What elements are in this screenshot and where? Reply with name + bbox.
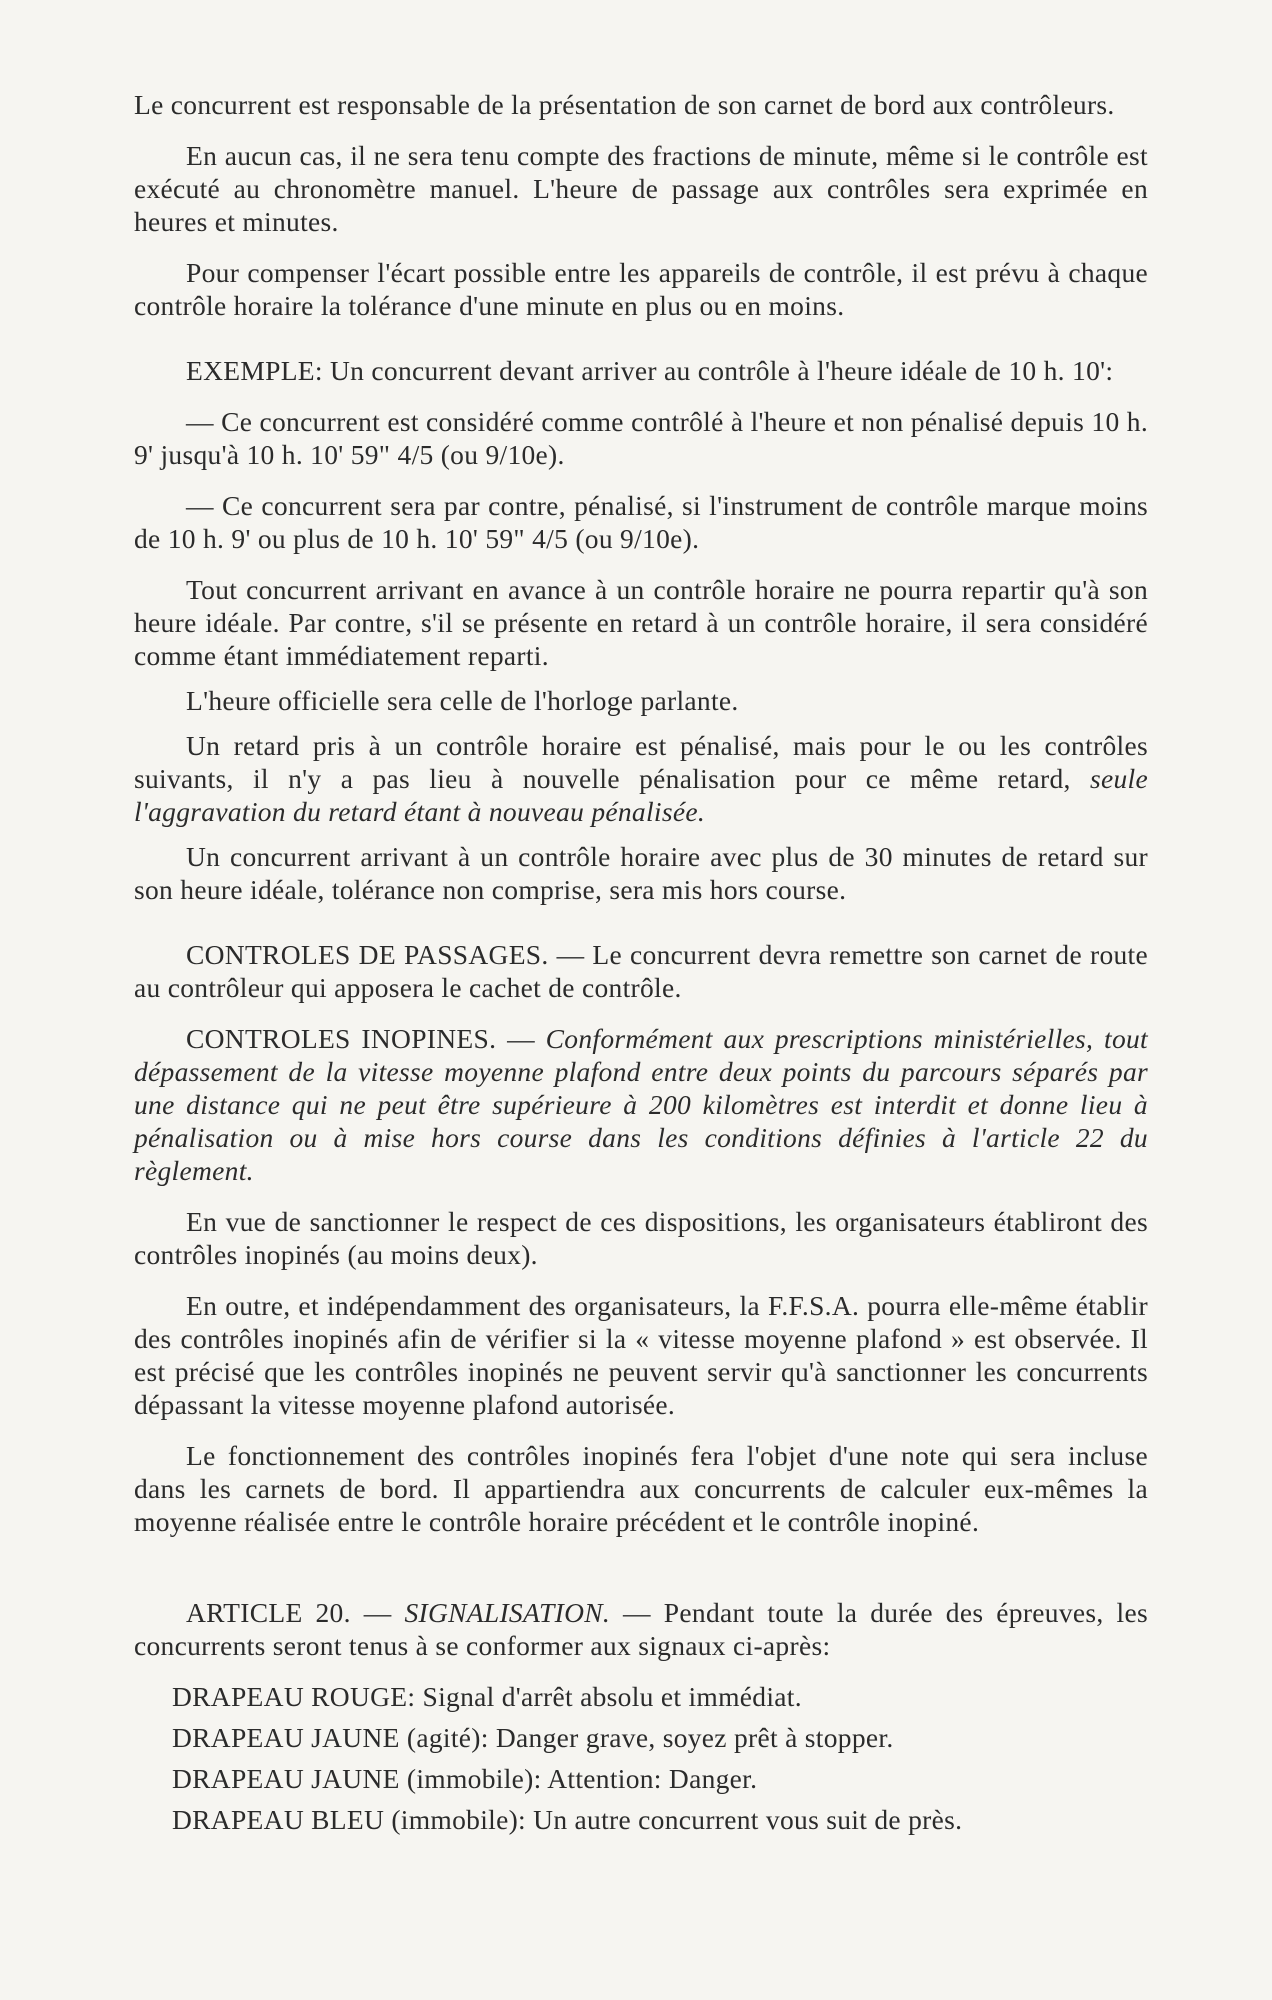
article-20-title: SIGNALISATION. [404, 1597, 611, 1628]
paragraph-fractions-minute: En aucun cas, il ne sera tenu compte des fractions de minute, même si le contrôle est exécuté au chronomètre manuel. L'heure de passage aux contrôles sera exprimée en heures et minutes. [134, 140, 1148, 237]
flag-jaune-agite: DRAPEAU JAUNE (agité): Danger grave, soyez prêt à stopper. [172, 1722, 894, 1753]
paragraph-early-late-arrival: Tout concurrent arrivant en avance à un contrôle horaire ne pourra repartir qu'à son heure idéale. Par contre, s'il se présente en retard à un contrôle horaire, il sera considéré comme étant immédiatement reparti. [134, 574, 1148, 671]
paragraph-official-time: L'heure officielle sera celle de l'horloge parlante. [186, 685, 739, 716]
delay-penalty-text: Un retard pris à un contrôle horaire est pénalisé, mais pour le ou les contrôles suivants, il n'y a pas lieu à nouvelle pénalisation pour ce même retard, [134, 730, 1148, 794]
paragraph-tolerance: Pour compenser l'écart possible entre les appareils de contrôle, il est prévu à chaque contrôle horaire la tolérance d'une minute en plus ou en moins. [134, 257, 1148, 321]
paragraph-thirty-minutes: Un concurrent arrivant à un contrôle horaire avec plus de 30 minutes de retard sur son heure idéale, tolérance non comprise, sera mis hors course. [134, 841, 1148, 905]
delay-penalty-italic: seule l'aggravation du retard étant à nouveau pénalisée. [134, 763, 1148, 827]
article-20-label: ARTICLE 20. — [186, 1597, 405, 1628]
paragraph-article-20 [134, 1596, 1148, 1662]
flag-list [134, 1680, 1148, 1836]
paragraph-example: EXEMPLE: Un concurrent devant arriver au contrôle à l'heure idéale de 10 h. 10': [186, 355, 1114, 386]
paragraph-controles-inopines [134, 1022, 1148, 1187]
paragraph-example-not-penalized: — Ce concurrent est considéré comme contrôlé à l'heure et non pénalisé depuis 10 h. 9' jusqu'à 10 h. 10' 59" 4/5 (ou 9/10e). [134, 406, 1148, 470]
controles-inopines-italic: Conformément aux prescriptions ministérielles, tout dépassement de la vitesse moyenne plafond entre deux points du parcours séparés par une distance qui ne peut être supérieure à 200 kilomètres est interdit et donne lieu à pénalisation ou à mise hors course dans les conditions définies à l'article 22 du règlement. [134, 1023, 1148, 1186]
paragraph-carnet-presentation: Le concurrent est responsable de la présentation de son carnet de bord aux contrôleurs. [134, 89, 1115, 120]
paragraph-sanction: En vue de sanctionner le respect de ces dispositions, les organisateurs établiront des contrôles inopinés (au moins deux). [134, 1206, 1148, 1270]
flag-rouge: DRAPEAU ROUGE: Signal d'arrêt absolu et immédiat. [172, 1681, 802, 1712]
article-20-text: — Pendant toute la durée des épreuves, les concurrents seront tenus à se conformer aux signaux ci-après: [134, 1597, 1148, 1661]
paragraph-controles-passages: CONTROLES DE PASSAGES. — Le concurrent devra remettre son carnet de route au contrôleur qui apposera le cachet de contrôle. [134, 939, 1148, 1003]
flag-bleu: DRAPEAU BLEU (immobile): Un autre concurrent vous suit de près. [172, 1804, 963, 1835]
paragraph-delay-penalty [134, 729, 1148, 828]
flag-jaune-immobile: DRAPEAU JAUNE (immobile): Attention: Danger. [172, 1763, 758, 1794]
paragraph-ffsa: En outre, et indépendamment des organisateurs, la F.F.S.A. pourra elle-même établir des contrôles inopinés afin de vérifier si la « vitesse moyenne plafond » est observée. Il est précisé que les contrôles inopinés ne peuvent servir qu'à sanctionner les concurrents dépassant la vitesse moyenne plafond autorisée. [134, 1290, 1148, 1420]
paragraph-fonctionnement: Le fonctionnement des contrôles inopinés fera l'objet d'une note qui sera incluse dans les carnets de bord. Il appartiendra aux concurrents de calculer eux-mêmes la moyenne réalisée entre le contrôle horaire précédent et le contrôle inopiné. [134, 1440, 1148, 1537]
controles-inopines-heading: CONTROLES INOPINES. — [186, 1023, 546, 1054]
paragraph-example-penalized: — Ce concurrent sera par contre, pénalisé, si l'instrument de contrôle marque moins de 10 h. 9' ou plus de 10 h. 10' 59" 4/5 (ou 9/10e). [134, 490, 1148, 554]
